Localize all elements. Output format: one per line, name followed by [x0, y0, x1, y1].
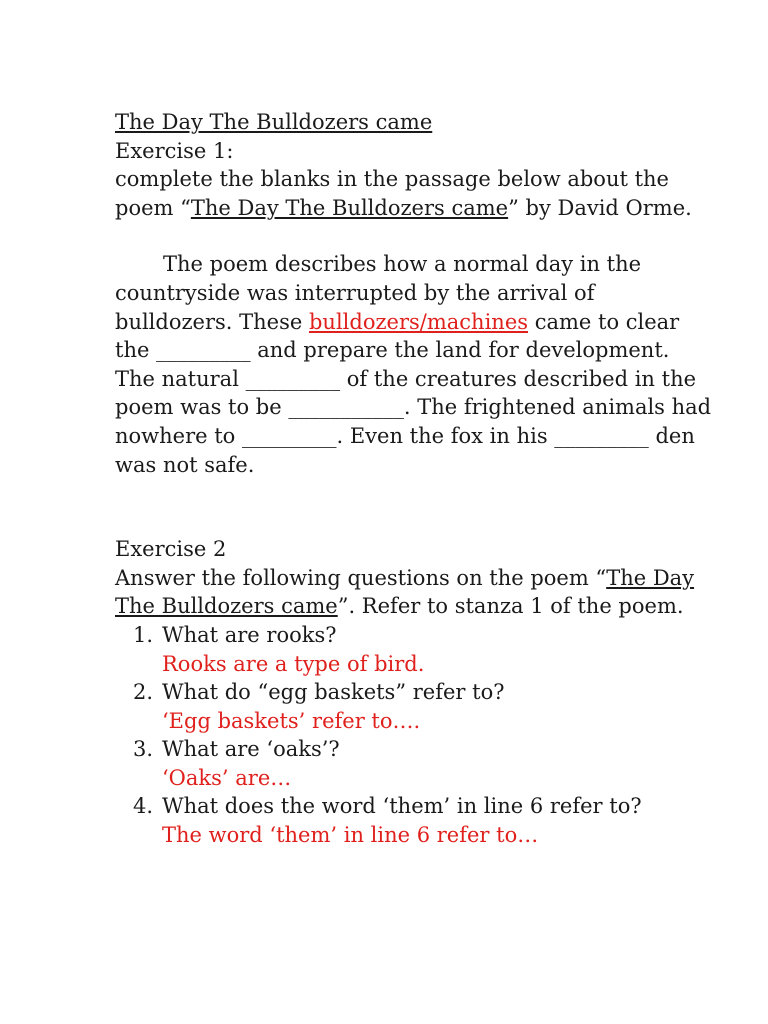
document-page	[115, 108, 715, 850]
instr-pre: complete the blanks in the passage below about the poem “	[115, 167, 669, 220]
instr-post: ”. Refer to stanza 1 of the poem.	[337, 594, 684, 619]
question-item	[115, 678, 715, 735]
title-text: The Day The Bulldozers came	[115, 110, 433, 134]
document-title	[115, 108, 715, 137]
answer-text: The word ‘them’ in line 6 refer to…	[162, 823, 539, 848]
poem-title-ref: The Day The Bulldozers came	[190, 195, 509, 220]
exercise-1-instructions	[115, 165, 715, 222]
question-item	[115, 621, 715, 678]
question-list	[115, 621, 715, 850]
question-text: What do “egg baskets” refer to?	[162, 680, 505, 705]
question-text: What does the word ‘them’ in line 6 refer to?	[162, 794, 642, 819]
question-number: 1.	[133, 622, 154, 647]
passage-answer: bulldozers/machines	[308, 309, 529, 334]
question-item	[115, 792, 715, 849]
question-number: 2.	[133, 680, 154, 705]
question-number: 3.	[133, 737, 154, 762]
exercise-1-heading: Exercise 1:	[115, 138, 234, 163]
question-item	[115, 735, 715, 792]
instr-post: ” by David Orme.	[508, 195, 692, 220]
instr-pre: Answer the following questions on the poem “	[115, 565, 607, 590]
exercise-2-heading: Exercise 2	[115, 537, 227, 562]
answer-text: ‘Egg baskets’ refer to….	[162, 708, 421, 733]
passage-part-1: The poem describes how a normal day in the countryside was interrupted by the arrival of bulldozers. These	[115, 252, 642, 334]
answer-text: ‘Oaks’ are…	[162, 765, 292, 790]
spacer	[115, 479, 715, 535]
spacer	[115, 222, 715, 250]
answer-text: Rooks are a type of bird.	[162, 651, 425, 676]
exercise-2-instructions	[115, 564, 715, 621]
question-number: 4.	[133, 794, 154, 819]
passage-part-2: came to clear the _________ and prepare the land for development. The natural _________ of the creatures described in the poem was to be ___________. The frightened animals had nowhere to _________. Even the fox in his _________ den was not safe.	[115, 309, 712, 477]
cloze-passage	[115, 250, 715, 479]
poem-title-ref: The Day The Bulldozers came	[115, 565, 695, 619]
question-text: What are rooks?	[162, 622, 337, 647]
question-text: What are ‘oaks’?	[162, 737, 340, 762]
